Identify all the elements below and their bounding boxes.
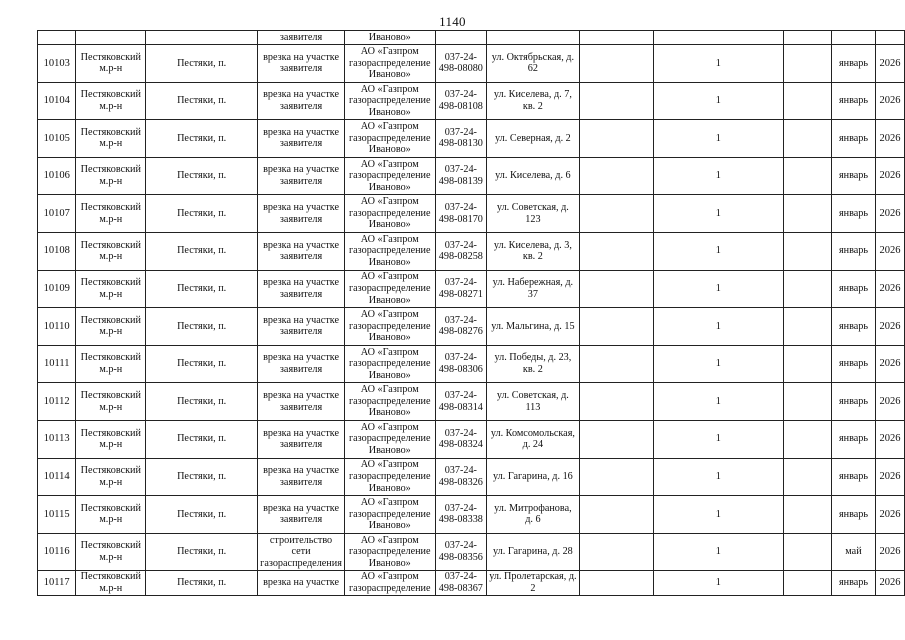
cell-year: 2026 xyxy=(876,496,905,534)
cell-id: 10106 xyxy=(38,157,76,195)
table-row-partial xyxy=(38,31,905,45)
cell-year: 2026 xyxy=(876,45,905,83)
cell-month: май xyxy=(831,533,875,571)
cell-address: ул. Северная, д. 2 xyxy=(487,120,580,158)
cell-count: 1 xyxy=(653,232,783,270)
cell-address: ул. Комсомольская, д. 24 xyxy=(487,420,580,458)
cell-district: Пестяковский м.р-н xyxy=(76,496,146,534)
cell-method: врезка на участке заявителя xyxy=(258,157,345,195)
cell-org: АО «Газпром газораспределение Иваново» xyxy=(344,82,435,120)
cell-address: ул. Гагарина, д. 28 xyxy=(487,533,580,571)
cell-year: 2026 xyxy=(876,420,905,458)
cell-code: 037-24-498-08130 xyxy=(435,120,486,158)
cell-settlement: Пестяки, п. xyxy=(146,195,258,233)
cell-org: АО «Газпром газораспределение Иваново» xyxy=(344,533,435,571)
cell-count: 1 xyxy=(653,345,783,383)
cell-code: 037-24-498-08326 xyxy=(435,458,486,496)
table-row xyxy=(38,120,905,158)
cell-empty xyxy=(783,383,831,421)
cell-empty xyxy=(579,157,653,195)
cell-count: 1 xyxy=(653,383,783,421)
cell-code: 037-24-498-08306 xyxy=(435,345,486,383)
cell-address: ул. Пролетарская, д. 2 xyxy=(487,571,580,595)
cell-code: 037-24-498-08139 xyxy=(435,157,486,195)
cell-settlement: Пестяки, п. xyxy=(146,420,258,458)
cell-address: ул. Советская, д. 113 xyxy=(487,383,580,421)
cell-district: Пестяковский м.р-н xyxy=(76,270,146,308)
cell-id: 10108 xyxy=(38,232,76,270)
table-row xyxy=(38,232,905,270)
cell-code: 037-24-498-08356 xyxy=(435,533,486,571)
cell-settlement: Пестяки, п. xyxy=(146,308,258,346)
cell-org: АО «Газпром газораспределение Иваново» xyxy=(344,45,435,83)
cell-district: Пестяковский м.р-н xyxy=(76,120,146,158)
cell-method: врезка на участке заявителя xyxy=(258,383,345,421)
cell-empty xyxy=(579,420,653,458)
cell-code: 037-24-498-08271 xyxy=(435,270,486,308)
cell-settlement: Пестяки, п. xyxy=(146,533,258,571)
cell-year: 2026 xyxy=(876,157,905,195)
cell-method: врезка на участке заявителя xyxy=(258,420,345,458)
cell-code: 037-24-498-08080 xyxy=(435,45,486,83)
cell-year: 2026 xyxy=(876,383,905,421)
cell-empty xyxy=(146,31,258,45)
cell-district: Пестяковский м.р-н xyxy=(76,420,146,458)
cell-id: 10111 xyxy=(38,345,76,383)
cell-empty xyxy=(831,31,875,45)
cell-empty xyxy=(876,31,905,45)
cell-method: врезка на участке заявителя xyxy=(258,345,345,383)
cell-district: Пестяковский м.р-н xyxy=(76,195,146,233)
cell-empty xyxy=(579,195,653,233)
cell-id: 10103 xyxy=(38,45,76,83)
cell-month: январь xyxy=(831,496,875,534)
cell-id: 10104 xyxy=(38,82,76,120)
cell-month: январь xyxy=(831,120,875,158)
cell-year: 2026 xyxy=(876,82,905,120)
cell-org: АО «Газпром газораспределение Иваново» xyxy=(344,195,435,233)
cell-empty xyxy=(579,308,653,346)
cell-address: ул. Киселева, д. 6 xyxy=(487,157,580,195)
cell-id: 10109 xyxy=(38,270,76,308)
cell-empty xyxy=(76,31,146,45)
cell-district: Пестяковский м.р-н xyxy=(76,45,146,83)
cell-org: АО «Газпром газораспределение Иваново» xyxy=(344,120,435,158)
cell-settlement: Пестяки, п. xyxy=(146,157,258,195)
cell-year: 2026 xyxy=(876,120,905,158)
cell-code: 037-24-498-08276 xyxy=(435,308,486,346)
table-row xyxy=(38,571,905,595)
table-row xyxy=(38,345,905,383)
cell-settlement: Пестяки, п. xyxy=(146,571,258,595)
cell-empty xyxy=(783,195,831,233)
gasification-schedule-table xyxy=(37,30,905,596)
cell-method: врезка на участке заявителя xyxy=(258,458,345,496)
table-row xyxy=(38,533,905,571)
cell-year: 2026 xyxy=(876,533,905,571)
cell-month: январь xyxy=(831,195,875,233)
cell-code: 037-24-498-08258 xyxy=(435,232,486,270)
cell-district: Пестяковский м.р-н xyxy=(76,533,146,571)
cell-id: 10117 xyxy=(38,571,76,595)
cell-empty xyxy=(783,571,831,595)
cell-count: 1 xyxy=(653,195,783,233)
cell-method: врезка на участке заявителя xyxy=(258,308,345,346)
cell-method: врезка на участке заявителя xyxy=(258,45,345,83)
cell-method: заявителя xyxy=(258,31,345,45)
cell-org: АО «Газпром газораспределение Иваново» xyxy=(344,458,435,496)
cell-empty xyxy=(579,31,653,45)
cell-count: 1 xyxy=(653,308,783,346)
cell-empty xyxy=(783,82,831,120)
cell-code: 037-24-498-08108 xyxy=(435,82,486,120)
cell-count: 1 xyxy=(653,45,783,83)
cell-month: январь xyxy=(831,270,875,308)
cell-count: 1 xyxy=(653,270,783,308)
cell-empty xyxy=(38,31,76,45)
cell-method: врезка на участке заявителя xyxy=(258,82,345,120)
cell-org: АО «Газпром газораспределение Иваново» xyxy=(344,383,435,421)
cell-month: январь xyxy=(831,232,875,270)
cell-empty xyxy=(783,533,831,571)
cell-empty xyxy=(579,232,653,270)
cell-year: 2026 xyxy=(876,270,905,308)
table-row xyxy=(38,157,905,195)
cell-count: 1 xyxy=(653,458,783,496)
cell-empty xyxy=(579,496,653,534)
cell-district: Пестяковский м.р-н xyxy=(76,232,146,270)
cell-empty xyxy=(435,31,486,45)
cell-id: 10110 xyxy=(38,308,76,346)
cell-empty xyxy=(783,420,831,458)
cell-id: 10114 xyxy=(38,458,76,496)
table-row xyxy=(38,195,905,233)
table-row xyxy=(38,383,905,421)
cell-address: ул. Победы, д. 23, кв. 2 xyxy=(487,345,580,383)
cell-org: АО «Газпром газораспределение Иваново» xyxy=(344,420,435,458)
cell-address: ул. Гагарина, д. 16 xyxy=(487,458,580,496)
cell-empty xyxy=(487,31,580,45)
cell-empty xyxy=(579,45,653,83)
cell-empty xyxy=(579,533,653,571)
page-number: 1140 xyxy=(439,14,466,29)
cell-code: 037-24-498-08314 xyxy=(435,383,486,421)
cell-district: Пестяковский м.р-н xyxy=(76,82,146,120)
table-row xyxy=(38,458,905,496)
cell-empty xyxy=(579,270,653,308)
cell-empty xyxy=(783,232,831,270)
cell-empty xyxy=(783,31,831,45)
cell-address: ул. Октябрьская, д. 62 xyxy=(487,45,580,83)
table-row xyxy=(38,45,905,83)
cell-settlement: Пестяки, п. xyxy=(146,82,258,120)
cell-month: январь xyxy=(831,383,875,421)
cell-code: 037-24-498-08324 xyxy=(435,420,486,458)
cell-org: АО «Газпром газораспределение Иваново» xyxy=(344,232,435,270)
cell-district: Пестяковский м.р-н xyxy=(76,157,146,195)
cell-year: 2026 xyxy=(876,232,905,270)
cell-count: 1 xyxy=(653,533,783,571)
cell-id: 10115 xyxy=(38,496,76,534)
cell-empty xyxy=(579,345,653,383)
cell-method: врезка на участке заявителя xyxy=(258,496,345,534)
cell-settlement: Пестяки, п. xyxy=(146,383,258,421)
cell-method: врезка на участке заявителя xyxy=(258,195,345,233)
cell-year: 2026 xyxy=(876,345,905,383)
cell-year: 2026 xyxy=(876,571,905,595)
cell-month: январь xyxy=(831,571,875,595)
cell-count: 1 xyxy=(653,157,783,195)
cell-empty xyxy=(579,383,653,421)
table-row xyxy=(38,270,905,308)
cell-empty xyxy=(783,345,831,383)
cell-settlement: Пестяки, п. xyxy=(146,232,258,270)
cell-empty xyxy=(579,82,653,120)
cell-settlement: Пестяки, п. xyxy=(146,496,258,534)
cell-id: 10116 xyxy=(38,533,76,571)
cell-method: строительство сети газораспределения xyxy=(258,533,345,571)
cell-settlement: Пестяки, п. xyxy=(146,458,258,496)
cell-empty xyxy=(783,458,831,496)
cell-count: 1 xyxy=(653,571,783,595)
cell-id: 10105 xyxy=(38,120,76,158)
cell-address: ул. Киселева, д. 3, кв. 2 xyxy=(487,232,580,270)
cell-address: ул. Мальгина, д. 15 xyxy=(487,308,580,346)
table-row xyxy=(38,420,905,458)
cell-method: врезка на участке xyxy=(258,571,345,595)
cell-code: 037-24-498-08338 xyxy=(435,496,486,534)
cell-code: 037-24-498-08367 xyxy=(435,571,486,595)
cell-count: 1 xyxy=(653,420,783,458)
cell-method: врезка на участке заявителя xyxy=(258,232,345,270)
cell-count: 1 xyxy=(653,496,783,534)
cell-count: 1 xyxy=(653,120,783,158)
cell-empty xyxy=(579,120,653,158)
cell-district: Пестяковский м.р-н xyxy=(76,345,146,383)
cell-month: январь xyxy=(831,345,875,383)
cell-district: Пестяковский м.р-н xyxy=(76,383,146,421)
cell-district: Пестяковский м.р-н xyxy=(76,308,146,346)
cell-empty xyxy=(783,120,831,158)
cell-month: январь xyxy=(831,157,875,195)
cell-address: ул. Советская, д. 123 xyxy=(487,195,580,233)
table-row xyxy=(38,496,905,534)
cell-org: АО «Газпром газораспределение Иваново» xyxy=(344,308,435,346)
cell-method: врезка на участке заявителя xyxy=(258,120,345,158)
cell-method: врезка на участке заявителя xyxy=(258,270,345,308)
cell-settlement: Пестяки, п. xyxy=(146,270,258,308)
cell-empty xyxy=(653,31,783,45)
cell-month: январь xyxy=(831,420,875,458)
cell-empty xyxy=(783,270,831,308)
cell-id: 10112 xyxy=(38,383,76,421)
cell-address: ул. Набережная, д. 37 xyxy=(487,270,580,308)
cell-district: Пестяковский м.р-н xyxy=(76,458,146,496)
cell-id: 10113 xyxy=(38,420,76,458)
cell-month: январь xyxy=(831,308,875,346)
cell-district: Пестяковский м.р-н xyxy=(76,571,146,595)
cell-org: АО «Газпром газораспределение Иваново» xyxy=(344,157,435,195)
cell-org: АО «Газпром газораспределение Иваново» xyxy=(344,345,435,383)
cell-settlement: Пестяки, п. xyxy=(146,345,258,383)
cell-empty xyxy=(783,308,831,346)
cell-code: 037-24-498-08170 xyxy=(435,195,486,233)
cell-empty xyxy=(783,496,831,534)
cell-month: январь xyxy=(831,45,875,83)
cell-settlement: Пестяки, п. xyxy=(146,45,258,83)
cell-year: 2026 xyxy=(876,458,905,496)
cell-month: январь xyxy=(831,458,875,496)
cell-empty xyxy=(783,157,831,195)
table-row xyxy=(38,82,905,120)
cell-org: АО «Газпром газораспределение Иваново» xyxy=(344,496,435,534)
cell-address: ул. Митрофанова, д. 6 xyxy=(487,496,580,534)
cell-org: Иваново» xyxy=(344,31,435,45)
cell-address: ул. Киселева, д. 7, кв. 2 xyxy=(487,82,580,120)
cell-id: 10107 xyxy=(38,195,76,233)
cell-year: 2026 xyxy=(876,195,905,233)
cell-month: январь xyxy=(831,82,875,120)
cell-settlement: Пестяки, п. xyxy=(146,120,258,158)
table-row xyxy=(38,308,905,346)
cell-count: 1 xyxy=(653,82,783,120)
cell-empty xyxy=(783,45,831,83)
cell-org: АО «Газпром газораспределение xyxy=(344,571,435,595)
cell-org: АО «Газпром газораспределение Иваново» xyxy=(344,270,435,308)
cell-empty xyxy=(579,458,653,496)
cell-year: 2026 xyxy=(876,308,905,346)
cell-empty xyxy=(579,571,653,595)
